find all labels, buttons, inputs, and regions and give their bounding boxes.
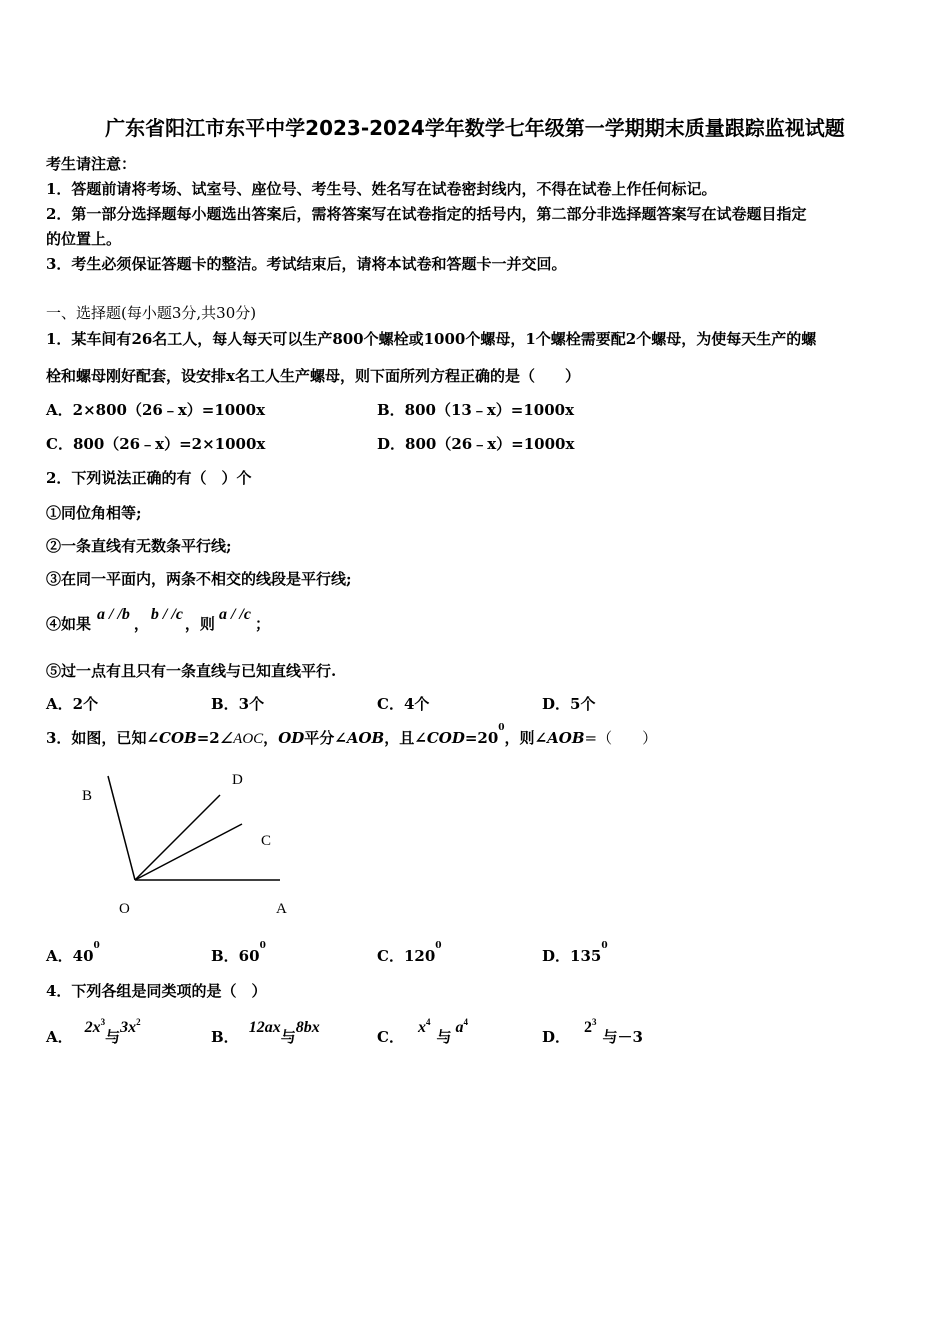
q3-option-c-text: C．120 — [377, 947, 436, 965]
q4-b-label: B． — [211, 1028, 239, 1046]
q3-stem-aob-2: AOB — [547, 729, 585, 747]
ray-ob — [108, 776, 135, 880]
q4-c-math-1-exp: 4 — [425, 1017, 431, 1027]
q1-option-b: B．800（13﹣x）=1000x — [377, 401, 575, 419]
q4-c-math-2-exp: 4 — [463, 1017, 468, 1027]
q3-stem-degree: 0 — [498, 723, 505, 733]
label-d: D — [232, 772, 243, 788]
q2-option-d: D．5个 — [542, 695, 596, 713]
q4-c-math-2-base: a — [455, 1019, 464, 1036]
q1-stem-line1: 1．某车间有26名工人，每人每天可以生产800个螺栓或1000个螺母，1个螺栓需要配2个螺母，为使每天生产的螺 — [46, 330, 817, 348]
q4-c-math-1 — [418, 1019, 431, 1036]
q3-stem-h: =（ ） — [584, 729, 658, 747]
q4-c-with: 与 — [436, 1028, 452, 1046]
q3-stem-aob: AOB — [346, 729, 385, 747]
notice-item-2: 2．第一部分选择题每小题选出答案后，需将答案写在试卷指定的括号内，第二部分非选择题答案写在试卷题目指定 — [46, 205, 807, 223]
q2-s4-math-2: b / /c — [150, 606, 183, 623]
section-heading: 一、选择题(每小题3分,共30分) — [46, 304, 257, 322]
q4-option-b — [211, 1019, 320, 1047]
ray-od — [135, 795, 220, 880]
ray-oc — [135, 824, 242, 880]
label-c: C — [261, 833, 272, 849]
label-b: B — [82, 788, 93, 804]
q3-stem-cod: COD — [426, 729, 465, 747]
q4-option-d — [542, 1017, 643, 1047]
q2-option-a: A．2个 — [46, 695, 99, 713]
q2-statement-4 — [46, 606, 270, 634]
q2-s4-math-1: a / /b — [97, 606, 130, 623]
q4-b-with: 与 — [280, 1028, 296, 1046]
q1-stem-line2: 栓和螺母刚好配套，设安排x名工人生产螺母，则下面所列方程正确的是（ ） — [46, 367, 580, 385]
q4-b-math-1: 12ax — [248, 1019, 281, 1036]
q4-c-math-2 — [455, 1019, 468, 1036]
q2-stem: 2．下列说法正确的有（ ）个 — [46, 469, 252, 487]
notice-heading: 考生请注意： — [46, 155, 137, 173]
q3-stem-b: =2 — [196, 729, 220, 747]
q3-stem-od: OD — [278, 729, 305, 747]
q3-stem-a: 3．如图，已知∠ — [46, 729, 160, 747]
q4-d-label: D． — [542, 1028, 571, 1046]
q3-option-d-text: D．135 — [542, 947, 602, 965]
q4-option-c — [377, 1017, 468, 1047]
q4-a-math-2-base: 3x — [120, 1019, 137, 1036]
q1-option-a: A．2×800（26﹣x）=1000x — [46, 401, 266, 419]
q3-stem-c: ， — [263, 729, 279, 747]
q3-option-c-degree: 0 — [435, 941, 442, 951]
q3-option-b-degree: 0 — [259, 941, 266, 951]
q2-s4-prefix: ④如果 — [46, 615, 92, 633]
q3-stem-g: ，则∠ — [504, 729, 548, 747]
q4-c-math-1-base: x — [417, 1019, 426, 1036]
q3-option-a-text: A．40 — [46, 947, 94, 965]
q3-stem-f: =20 — [464, 729, 499, 747]
q4-a-math-1-base: 2x — [84, 1019, 101, 1036]
q4-a-math-1 — [85, 1019, 106, 1036]
q3-option-a-degree: 0 — [93, 941, 100, 951]
q4-stem: 4．下列各组是同类项的是（ ） — [46, 982, 267, 1000]
q4-d-with: 与－3 — [602, 1028, 643, 1046]
q2-s4-math-3: a / /c — [218, 606, 251, 623]
q2-statement-5: ⑤过一点有且只有一条直线与已知直线平行. — [46, 662, 337, 680]
q4-a-label: A． — [46, 1028, 73, 1046]
q2-option-b: B．3个 — [211, 695, 265, 713]
label-a: A — [276, 901, 287, 917]
q3-stem-e: ，且∠ — [384, 729, 427, 747]
notice-item-2-cont: 的位置上。 — [46, 230, 122, 248]
q2-statement-1: ①同位角相等; — [46, 504, 142, 522]
q4-a-with: 与 — [105, 1028, 121, 1046]
label-o: O — [119, 901, 130, 917]
q3-option-a — [46, 941, 100, 966]
q2-option-c: C．4个 — [377, 695, 430, 713]
q1-option-d: D．800（26﹣x）=1000x — [377, 435, 575, 453]
q4-c-label: C． — [377, 1028, 404, 1046]
q4-d-math-1-exp: 3 — [592, 1017, 597, 1027]
q3-stem-aoc: ∠AOC — [219, 731, 264, 747]
q4-d-math-1-base: 2 — [584, 1019, 593, 1036]
q3-option-d-degree: 0 — [601, 941, 608, 951]
q3-option-d — [542, 941, 608, 966]
q2-s4-comma: ， — [133, 615, 149, 633]
q3-option-c — [377, 941, 442, 966]
q2-statement-3: ③在同一平面内，两条不相交的线段是平行线; — [46, 570, 352, 588]
page-title: 广东省阳江市东平中学2023-2024学年数学七年级第一学期期末质量跟踪监视试题 — [105, 116, 845, 140]
q3-stem — [46, 723, 658, 748]
notice-item-3: 3．考生必须保证答题卡的整洁。考试结束后，请将本试卷和答题卡一并交回。 — [46, 255, 567, 273]
q3-option-b — [211, 941, 266, 966]
q3-stem-d: 平分∠ — [304, 729, 347, 747]
q2-s4-end: ； — [254, 615, 270, 633]
q3-option-b-text: B．60 — [211, 947, 260, 965]
angle-figure — [70, 760, 310, 930]
q4-a-math-2 — [120, 1019, 141, 1036]
q3-stem-cob: COB — [159, 729, 197, 747]
q2-s4-then: ，则 — [184, 615, 215, 633]
q4-a-math-2-exp: 2 — [136, 1017, 141, 1027]
q1-option-c: C．800（26﹣x）=2×1000x — [46, 435, 266, 453]
q4-b-math-2: 8bx — [295, 1019, 320, 1036]
q4-d-math-1 — [584, 1019, 597, 1036]
notice-item-1: 1．答题前请将考场、试室号、座位号、考生号、姓名写在试卷密封线内，不得在试卷上作任何标记。 — [46, 180, 717, 198]
q2-statement-2: ②一条直线有无数条平行线; — [46, 537, 232, 555]
q4-option-a — [46, 1017, 141, 1047]
q4-a-math-1-exp: 3 — [100, 1017, 106, 1027]
